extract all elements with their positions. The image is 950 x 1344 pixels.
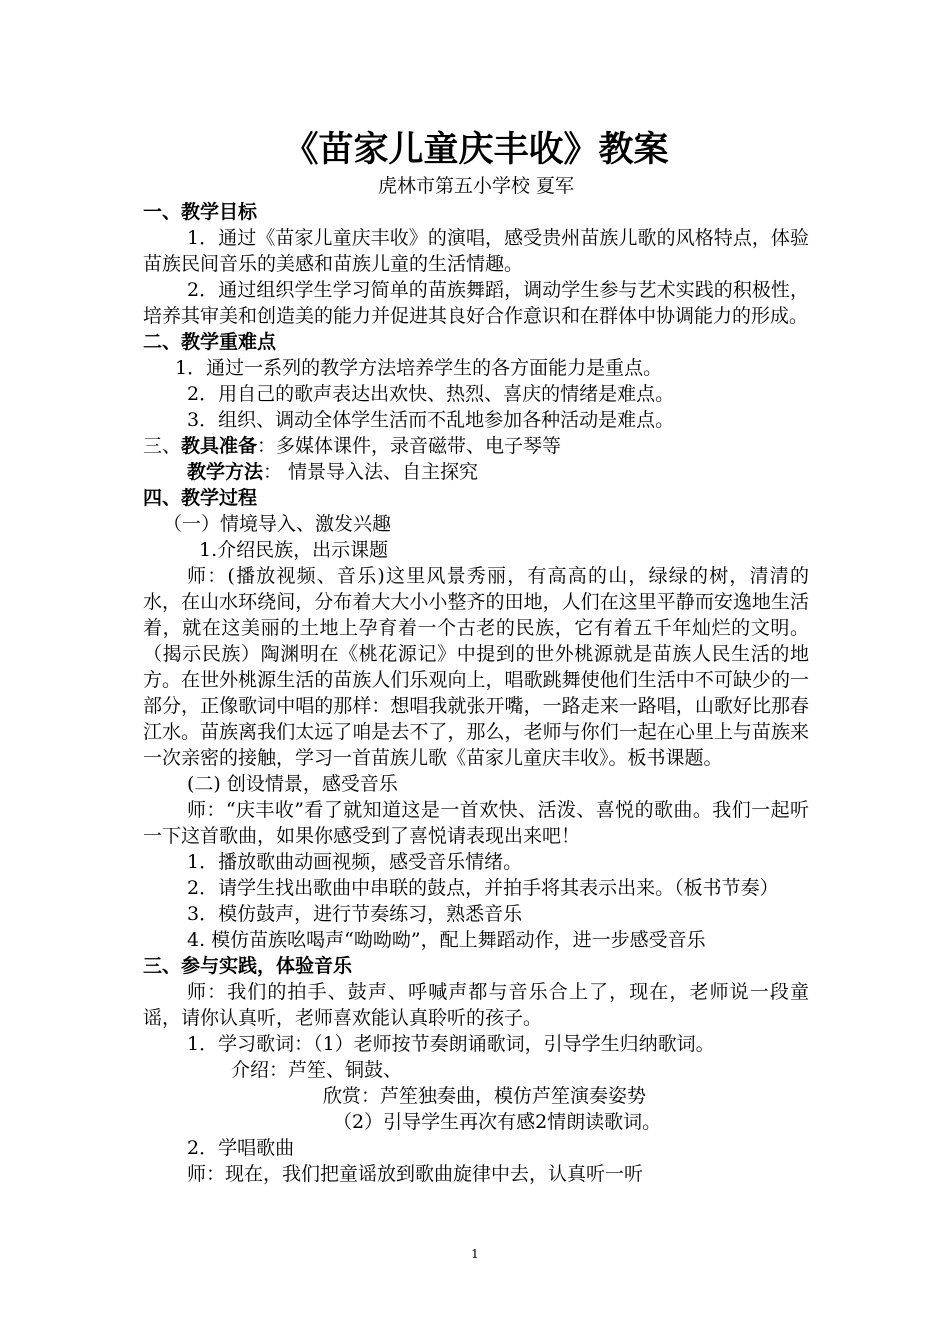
paragraph: 2．请学生找出歌曲中串联的鼓点，并拍手将其表示出来。（板书节奏） (187, 877, 779, 899)
paragraph: 3．组织、调动全体学生活而不乱地参加各种活动是难点。 (187, 409, 675, 431)
paragraph: 1．通过《苗家儿童庆丰收》的演唱，感受贵州苗族儿歌的风格特点，体验苗族民间音乐的美感和苗族儿童的生活情趣。 (143, 227, 809, 275)
paragraph (143, 433, 809, 459)
paragraph: 1．通过一系列的教学方法培养学生的各方面能力是重点。 (175, 357, 663, 379)
document-author: 虎林市第五小学校 夏军 (377, 175, 575, 197)
section-heading: 一、教学目标 (143, 201, 258, 223)
paragraph: 师：(播放视频、音乐)这里风景秀丽，有高高的山，绿绿的树，清清的水，在山水环绕间，分布着大大小小整齐的田地，人们在这里平静而安逸地生活着，就在这美丽的土地上孕育着一个古老的民族，它有着五千年灿烂的文明。（揭示民族）陶渊明在《桃花源记》中提到的世外桃源就是苗族人民生活的地方。在世外桃源生活的苗族人们乐观向上，唱歌跳舞使他们生活中不可缺少的一部分，正像歌词中唱的那样：想唱我就张开嘴，一路走来一路唱，山歌好比那春江水。苗族离我们太远了咱是去不了，那么，老师与你们一起在心里上与苗族来一次亲密的接触，学习一首苗族儿歌《苗家儿童庆丰收》。板书课题。 (143, 565, 809, 769)
document-body (143, 128, 809, 1187)
paragraph: 2．学唱歌曲 (187, 1137, 295, 1159)
paragraph: （一）情境导入、激发兴趣 (163, 513, 392, 535)
document-paragraphs (143, 199, 809, 1187)
paragraph (143, 459, 809, 485)
section-heading: 四、教学过程 (143, 487, 258, 509)
paragraph: 师：我们的拍手、鼓声、呼喊声都与音乐合上了，现在，老师说一段童谣，请你认真听，老师喜欢能认真聆听的孩子。 (143, 981, 809, 1029)
paragraph: 1.介绍民族，出示课题 (199, 539, 389, 561)
paragraph: 欣赏：芦笙独奏曲，模仿芦笙演奏姿势 (323, 1085, 647, 1107)
section-heading: 三、参与实践，体验音乐 (143, 955, 353, 977)
paragraph: 介绍：芦笙、铜鼓、 (231, 1059, 403, 1081)
paragraph: 2．用自己的歌声表达出欢快、热烈、喜庆的情绪是难点。 (187, 383, 675, 405)
paragraph: 师：“庆丰收”看了就知道这是一首欢快、活泼、喜悦的歌曲。我们一起听一下这首歌曲，如果你感受到了喜悦请表现出来吧！ (143, 799, 809, 847)
bold-label: 教学方法 (187, 461, 264, 483)
page-number: 1 (471, 1247, 479, 1261)
paragraph: 师：现在，我们把童谣放到歌曲旋律中去，认真听一听 (187, 1163, 644, 1185)
paragraph: 2．通过组织学生学习简单的苗族舞蹈，调动学生参与艺术实践的积极性，培养其审美和创造美的能力并促进其良好合作意识和在群体中协调能力的形成。 (143, 279, 809, 327)
section-heading: 二、教学重难点 (143, 331, 277, 353)
paragraph: 1．播放歌曲动画视频，感受音乐情绪。 (187, 851, 523, 873)
paragraph: （2）引导学生再次有感2情朗读歌词。 (333, 1111, 662, 1133)
text-run: 三、 (143, 435, 182, 457)
bold-label: 教具准备 (181, 435, 258, 457)
text-run: ： 情景导入法、自主探究 (263, 461, 479, 483)
text-run: ：多媒体课件，录音磁带、电子琴等 (257, 435, 562, 457)
paragraph: 4. 模仿苗族吆喝声“呦呦呦”，配上舞蹈动作，进一步感受音乐 (187, 929, 706, 951)
paragraph: 1．学习歌词：（1）老师按节奏朗诵歌词，引导学生归纳歌词。 (187, 1033, 715, 1055)
paragraph: (二) 创设情景，感受音乐 (187, 773, 398, 795)
document-title: 《苗家儿童庆丰收》教案 (283, 129, 669, 170)
paragraph: 3．模仿鼓声，进行节奏练习，熟悉音乐 (187, 903, 523, 925)
